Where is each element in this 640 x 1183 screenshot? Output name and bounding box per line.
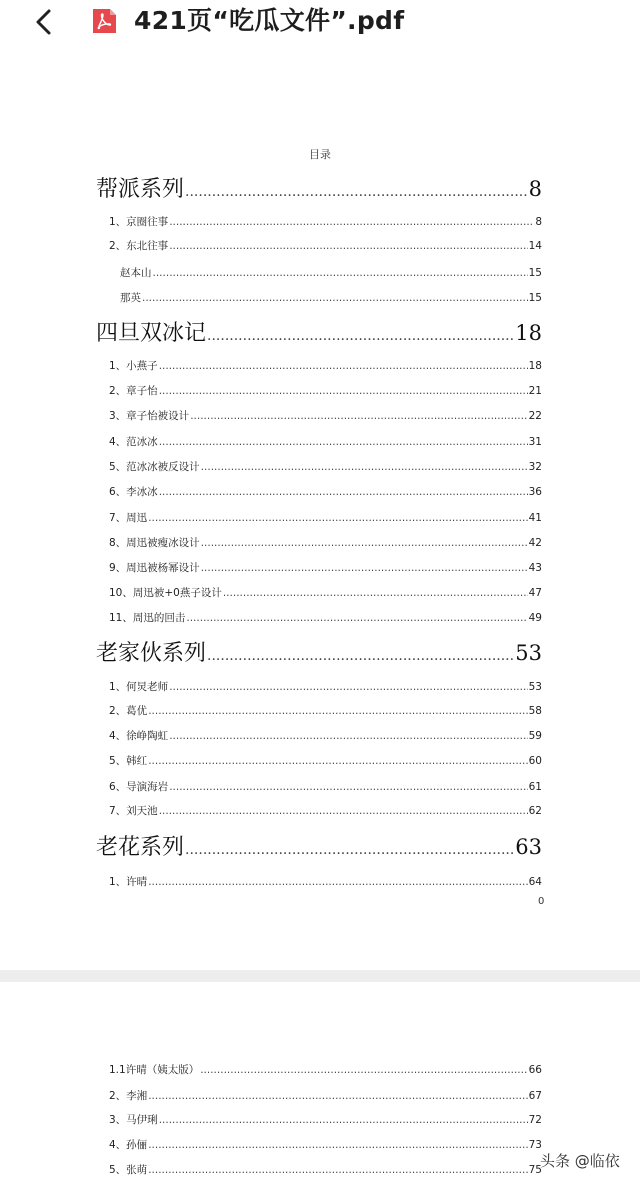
- toc-leader-dots: [153, 267, 528, 279]
- toc-entry-page: 73: [528, 1139, 542, 1151]
- toc-entry-title: 5、韩红: [109, 755, 148, 767]
- toc-leader-dots: [190, 410, 527, 422]
- toc-leader-dots: [159, 360, 528, 372]
- toc-entry-title: 4、徐峥陶虹: [109, 730, 169, 742]
- toc-leader-dots: [159, 1114, 528, 1126]
- toc-entry[interactable]: [109, 803, 542, 818]
- back-arrow-icon: [33, 8, 55, 36]
- toc-leader-dots: [159, 486, 528, 498]
- toc-entry[interactable]: [109, 214, 542, 229]
- toc-entry-title: 4、范冰冰: [109, 436, 158, 448]
- toc-leader-dots: [169, 781, 527, 793]
- toc-entry[interactable]: [109, 383, 542, 398]
- toc-entry[interactable]: [109, 535, 542, 550]
- toc-entry[interactable]: [109, 1062, 542, 1077]
- toc-leader-dots: [200, 1064, 527, 1076]
- toc-entry-title: 2、东北往事: [109, 240, 169, 252]
- toc-entry-title: 老家伙系列: [96, 641, 207, 666]
- toc-entry[interactable]: [109, 434, 542, 449]
- toc-entry-page: 72: [528, 1114, 542, 1126]
- toc-entry-title: 帮派系列: [96, 177, 185, 202]
- toc-leader-dots: [223, 587, 528, 599]
- toc-entry-page: 58: [528, 705, 542, 717]
- toc-entry-title: 7、周迅: [109, 512, 148, 524]
- toc-entry-title: 1、何炅老师: [109, 681, 169, 693]
- toc-entry[interactable]: [109, 1112, 542, 1127]
- toc-entry[interactable]: [109, 728, 542, 743]
- toc-entry-page: 66: [528, 1064, 542, 1076]
- toc-entry[interactable]: [109, 610, 542, 625]
- toc-entry-page: 36: [528, 486, 542, 498]
- toc-section-entry[interactable]: [96, 172, 542, 203]
- toc-leader-dots: [148, 512, 527, 524]
- toc-entry-title: 1、许晴: [109, 876, 148, 888]
- toc-leader-dots: [201, 537, 528, 549]
- toc-entry-title: 赵本山: [120, 267, 152, 279]
- toc-entry-title: 四旦双冰记: [96, 321, 207, 346]
- toc-entry-title: 3、马伊琍: [109, 1114, 158, 1126]
- toc-entry-page: 47: [528, 587, 542, 599]
- toc-entry-title: 3、章子怡被设计: [109, 410, 190, 422]
- toc-section-entry[interactable]: [96, 316, 542, 347]
- toc-entry-page: 62: [528, 805, 542, 817]
- toc-entry[interactable]: [109, 585, 542, 600]
- toc-entry-title: 7、刘天池: [109, 805, 158, 817]
- toc-entry-page: 21: [528, 385, 542, 397]
- toc-entry-page: 32: [528, 461, 542, 473]
- toc-entry-page: 64: [528, 876, 542, 888]
- toc-leader-dots: [142, 292, 528, 304]
- toc-entry[interactable]: [120, 265, 542, 280]
- toc-leader-dots: [148, 755, 527, 767]
- page-separator: [0, 970, 640, 982]
- toc-entry[interactable]: [109, 779, 542, 794]
- toc-entry-page: 67: [528, 1090, 542, 1102]
- toc-entry-page: 53: [515, 641, 542, 665]
- top-bar: [0, 0, 640, 44]
- toc-entry-page: 49: [528, 612, 542, 624]
- toc-entry-page: 59: [528, 730, 542, 742]
- toc-entry[interactable]: [109, 238, 542, 253]
- toc-leader-dots: [148, 1164, 527, 1176]
- toc-leader-dots: [148, 876, 527, 888]
- toc-entry[interactable]: [109, 560, 542, 575]
- document-title: 421页“吃瓜文件”.pdf: [134, 6, 405, 35]
- toc-leader-dots: [185, 842, 514, 858]
- back-button[interactable]: [28, 6, 60, 38]
- toc-entry-title: 2、李湘: [109, 1090, 148, 1102]
- toc-entry[interactable]: [109, 703, 542, 718]
- toc-entry[interactable]: [120, 290, 542, 305]
- pdf-file-icon: [91, 8, 117, 34]
- toc-entry-page: 53: [528, 681, 542, 693]
- toc-entry-title: 2、葛优: [109, 705, 148, 717]
- toc-entry-page: 18: [528, 360, 542, 372]
- toc-section-entry[interactable]: [96, 830, 542, 861]
- toc-entry-title: 1、小燕子: [109, 360, 158, 372]
- toc-entry[interactable]: [109, 358, 542, 373]
- toc-leader-dots: [186, 612, 527, 624]
- toc-leader-dots: [159, 385, 528, 397]
- toc-entry[interactable]: [109, 408, 542, 423]
- toc-entry[interactable]: [109, 1088, 542, 1103]
- toc-entry[interactable]: [109, 753, 542, 768]
- toc-entry-title: 1、京圈往事: [109, 216, 169, 228]
- toc-leader-dots: [201, 562, 528, 574]
- toc-entry-title: 5、范冰冰被反设计: [109, 461, 200, 473]
- toc-entry-page: 43: [528, 562, 542, 574]
- toc-entry-title: 4、孙俪: [109, 1139, 148, 1151]
- toc-entry-title: 8、周迅被瘦冰设计: [109, 537, 200, 549]
- toc-leader-dots: [169, 240, 527, 252]
- toc-heading: 目录: [309, 148, 331, 161]
- toc-entry-title: 6、导演海岩: [109, 781, 169, 793]
- toc-entry-title: 老花系列: [96, 835, 185, 860]
- toc-entry[interactable]: [109, 874, 542, 889]
- toc-entry-title: 6、李冰冰: [109, 486, 158, 498]
- toc-entry[interactable]: [109, 484, 542, 499]
- toc-entry-page: 41: [528, 512, 542, 524]
- toc-leader-dots: [159, 805, 528, 817]
- toc-entry-page: 8: [535, 216, 542, 228]
- toc-entry[interactable]: [109, 679, 542, 694]
- toc-entry-title: 10、周迅被+0燕子设计: [109, 587, 222, 599]
- toc-leader-dots: [185, 184, 528, 200]
- toc-entry-title: 11、周迅的回击: [109, 612, 186, 624]
- toc-leader-dots: [148, 1090, 527, 1102]
- toc-entry-page: 8: [528, 177, 542, 201]
- toc-entry-title: 9、周迅被杨幂设计: [109, 562, 200, 574]
- toc-entry-page: 75: [528, 1164, 542, 1176]
- toc-entry-page: 14: [528, 240, 542, 252]
- toc-leader-dots: [169, 681, 527, 693]
- toc-entry-page: 31: [528, 436, 542, 448]
- toc-entry-title: 1.1许晴（姨太版）: [109, 1064, 200, 1076]
- toc-entry-title: 那英: [120, 292, 141, 304]
- toc-entry-page: 42: [528, 537, 542, 549]
- toc-entry-title: 2、章子怡: [109, 385, 158, 397]
- toc-entry-page: 15: [528, 267, 542, 279]
- toc-leader-dots: [207, 648, 514, 664]
- toc-entry[interactable]: [109, 1137, 542, 1152]
- toc-entry-page: 22: [528, 410, 542, 422]
- toc-leader-dots: [148, 1139, 527, 1151]
- page-number: 0: [538, 896, 545, 907]
- toc-leader-dots: [148, 705, 527, 717]
- toc-section-entry[interactable]: [96, 636, 542, 667]
- watermark: 头条 @临依: [540, 1152, 620, 1170]
- toc-entry-page: 61: [528, 781, 542, 793]
- toc-entry[interactable]: [109, 459, 542, 474]
- toc-leader-dots: [169, 216, 534, 228]
- toc-leader-dots: [207, 328, 514, 344]
- toc-entry-page: 15: [528, 292, 542, 304]
- toc-entry-page: 60: [528, 755, 542, 767]
- toc-entry-page: 18: [515, 321, 542, 345]
- toc-leader-dots: [169, 730, 527, 742]
- toc-leader-dots: [201, 461, 528, 473]
- toc-entry[interactable]: [109, 510, 542, 525]
- toc-entry-page: 63: [515, 835, 542, 859]
- pdf-page-1[interactable]: [0, 44, 640, 970]
- toc-entry-title: 5、张萌: [109, 1164, 148, 1176]
- toc-entry[interactable]: [109, 1162, 542, 1177]
- toc-leader-dots: [159, 436, 528, 448]
